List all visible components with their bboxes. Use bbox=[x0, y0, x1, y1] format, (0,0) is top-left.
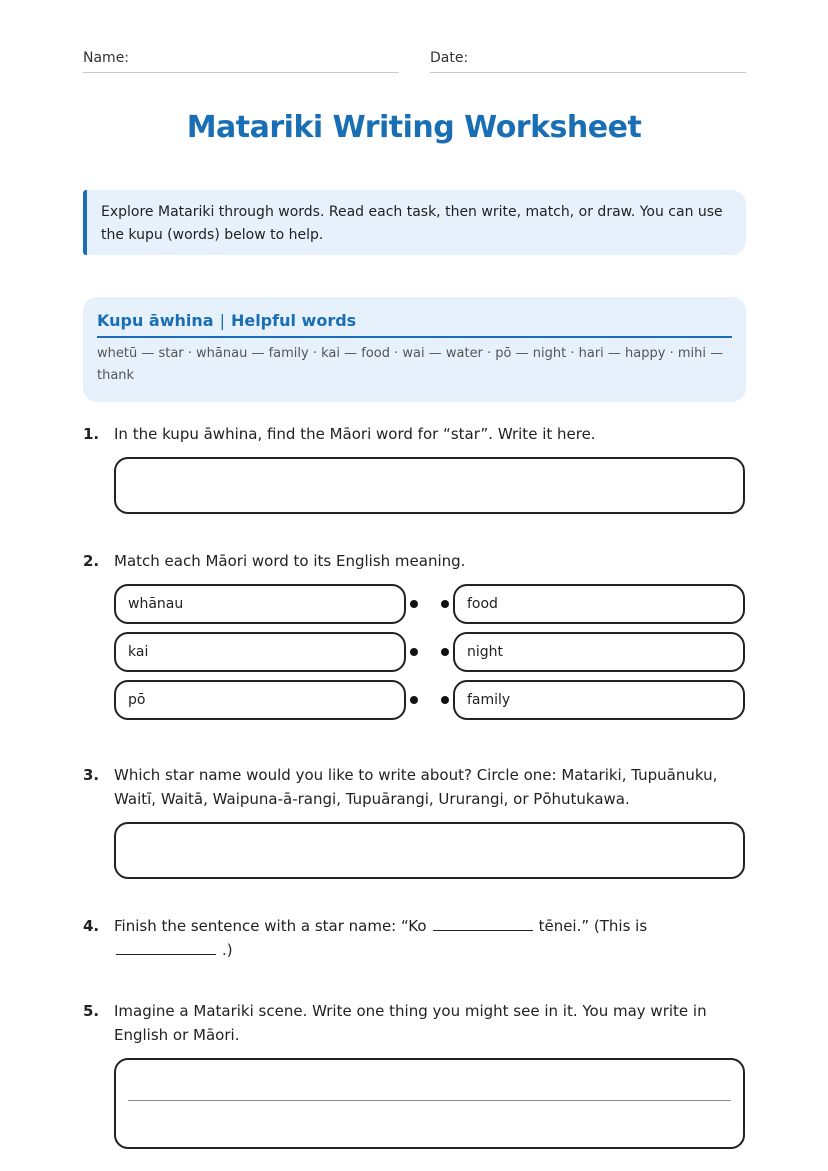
writing-line bbox=[128, 1100, 731, 1101]
match-right-item[interactable]: family bbox=[453, 680, 745, 720]
question-number: 4. bbox=[83, 917, 100, 935]
question-number: 2. bbox=[83, 552, 100, 570]
date-label: Date: bbox=[430, 50, 469, 66]
helpful-title-maori: Kupu āwhina bbox=[97, 311, 214, 330]
match-dot-left[interactable] bbox=[410, 648, 418, 656]
fill-in-blank[interactable] bbox=[116, 940, 216, 955]
match-dot-right[interactable] bbox=[441, 648, 449, 656]
match-dot-right[interactable] bbox=[441, 600, 449, 608]
question-5 bbox=[83, 999, 746, 1047]
name-label: Name: bbox=[83, 50, 130, 66]
answer-box-1[interactable] bbox=[114, 457, 745, 514]
name-field[interactable] bbox=[83, 50, 399, 73]
question-text: Match each Māori word to its English meaning. bbox=[114, 552, 466, 570]
helpful-words-title bbox=[97, 311, 732, 338]
question-text: In the kupu āwhina, find the Māori word for “star”. Write it here. bbox=[114, 425, 596, 443]
question-text: Which star name would you like to write about? Circle one: Matariki, Tupuānuku, Waitī, Waitā, Waipuna-ā-rangi, Tupuārangi, Ururangi, or Pōhutukawa. bbox=[114, 766, 718, 808]
question-text bbox=[114, 914, 746, 962]
match-dot-right[interactable] bbox=[441, 696, 449, 704]
question-3 bbox=[83, 763, 746, 811]
match-left-item[interactable]: pō bbox=[114, 680, 406, 720]
intro-callout: Explore Matariki through words. Read each task, then write, match, or draw. You can use the kupu (words) below to help. bbox=[83, 190, 746, 255]
question-text-part: .) bbox=[222, 941, 233, 959]
question-2 bbox=[83, 549, 746, 573]
question-text: Imagine a Matariki scene. Write one thing you might see in it. You may write in English or Māori. bbox=[114, 1002, 707, 1044]
answer-box-3[interactable] bbox=[114, 822, 745, 879]
match-right-item[interactable]: food bbox=[453, 584, 745, 624]
match-left-item[interactable]: whānau bbox=[114, 584, 406, 624]
question-number: 5. bbox=[83, 1002, 100, 1020]
question-number: 1. bbox=[83, 425, 100, 443]
match-left-item[interactable]: kai bbox=[114, 632, 406, 672]
fill-in-blank[interactable] bbox=[433, 916, 533, 931]
question-text-part: Finish the sentence with a star name: “Ko bbox=[114, 917, 427, 935]
question-number: 3. bbox=[83, 766, 100, 784]
helpful-words-box bbox=[83, 297, 746, 402]
match-dot-left[interactable] bbox=[410, 696, 418, 704]
match-right-item[interactable]: night bbox=[453, 632, 745, 672]
helpful-words-list: whetū — star · whānau — family · kai — food · wai — water · pō — night · hari — happy · mihi — thank bbox=[97, 346, 724, 383]
page-title: Matariki Writing Worksheet bbox=[186, 110, 642, 145]
question-text-part: tēnei.” (This is bbox=[538, 917, 648, 935]
helpful-title-english: Helpful words bbox=[230, 311, 357, 330]
helpful-title-separator: | bbox=[219, 311, 225, 330]
name-date-row bbox=[83, 50, 746, 73]
question-4 bbox=[83, 914, 746, 962]
match-dot-left[interactable] bbox=[410, 600, 418, 608]
answer-box-5[interactable] bbox=[114, 1058, 745, 1149]
question-1 bbox=[83, 422, 746, 446]
date-field[interactable] bbox=[430, 50, 746, 73]
